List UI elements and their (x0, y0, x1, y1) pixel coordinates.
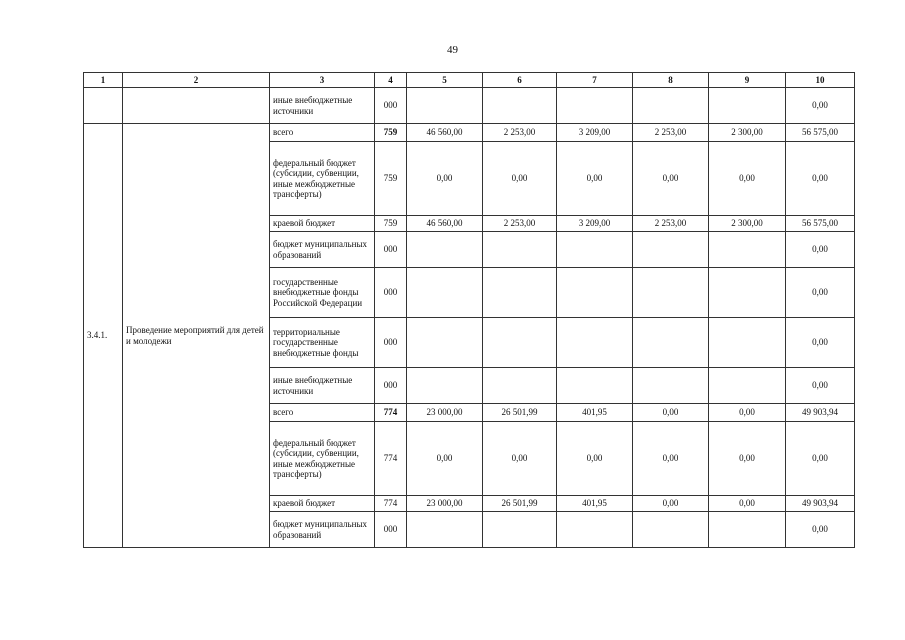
value-cell: 3 209,00 (557, 216, 633, 232)
value-cell: 0,00 (557, 142, 633, 216)
value-cell (557, 232, 633, 268)
value-cell: 0,00 (786, 368, 855, 404)
source-cell: бюджет муниципальных образований (270, 232, 375, 268)
value-cell (709, 318, 786, 368)
value-cell: 0,00 (786, 422, 855, 496)
value-cell (483, 368, 557, 404)
value-cell (557, 268, 633, 318)
value-cell (633, 368, 709, 404)
value-cell: 2 253,00 (633, 216, 709, 232)
header-cell: 6 (483, 73, 557, 88)
source-cell: федеральный бюджет (субсидии, субвенции, иные межбюджетные трансферты) (270, 142, 375, 216)
value-cell: 0,00 (786, 318, 855, 368)
budget-table (83, 72, 855, 548)
header-cell: 7 (557, 73, 633, 88)
value-cell: 0,00 (633, 422, 709, 496)
value-cell (483, 318, 557, 368)
value-cell (633, 512, 709, 548)
value-cell: 49 903,94 (786, 404, 855, 422)
value-cell (633, 88, 709, 124)
value-cell: 2 253,00 (483, 124, 557, 142)
value-cell: 0,00 (786, 512, 855, 548)
name-cell: Проведение мероприятий для детей и молодежи (123, 124, 270, 548)
source-cell: всего (270, 124, 375, 142)
value-cell (557, 512, 633, 548)
header-cell: 5 (407, 73, 483, 88)
code-cell: 000 (375, 88, 407, 124)
code-cell: 000 (375, 318, 407, 368)
table-row (84, 88, 855, 124)
value-cell (407, 368, 483, 404)
value-cell: 0,00 (709, 496, 786, 512)
header-cell: 2 (123, 73, 270, 88)
source-cell: иные внебюджетные источники (270, 88, 375, 124)
source-cell: краевой бюджет (270, 216, 375, 232)
value-cell: 46 560,00 (407, 216, 483, 232)
header-cell: 8 (633, 73, 709, 88)
value-cell (633, 318, 709, 368)
table-body (84, 88, 855, 548)
value-cell: 0,00 (633, 142, 709, 216)
value-cell: 23 000,00 (407, 496, 483, 512)
value-cell: 56 575,00 (786, 216, 855, 232)
code-cell: 759 (375, 124, 407, 142)
value-cell (407, 268, 483, 318)
value-cell: 0,00 (709, 404, 786, 422)
value-cell (557, 318, 633, 368)
value-cell: 0,00 (786, 88, 855, 124)
value-cell: 0,00 (709, 142, 786, 216)
source-cell: федеральный бюджет (субсидии, субвенции, иные межбюджетные трансферты) (270, 422, 375, 496)
code-cell: 759 (375, 216, 407, 232)
code-cell: 000 (375, 512, 407, 548)
value-cell: 46 560,00 (407, 124, 483, 142)
source-cell: иные внебюджетные источники (270, 368, 375, 404)
value-cell: 49 903,94 (786, 496, 855, 512)
header-cell: 10 (786, 73, 855, 88)
value-cell (709, 268, 786, 318)
value-cell: 0,00 (407, 422, 483, 496)
code-cell: 000 (375, 232, 407, 268)
value-cell: 0,00 (483, 142, 557, 216)
value-cell (483, 232, 557, 268)
value-cell (709, 88, 786, 124)
code-cell: 759 (375, 142, 407, 216)
value-cell: 3 209,00 (557, 124, 633, 142)
value-cell: 0,00 (786, 232, 855, 268)
value-cell: 0,00 (483, 422, 557, 496)
code-cell: 000 (375, 268, 407, 318)
value-cell: 401,95 (557, 404, 633, 422)
value-cell: 0,00 (709, 422, 786, 496)
value-cell: 401,95 (557, 496, 633, 512)
value-cell (709, 512, 786, 548)
header-cell: 4 (375, 73, 407, 88)
value-cell: 0,00 (786, 268, 855, 318)
source-cell: государственные внебюджетные фонды Российской Федерации (270, 268, 375, 318)
value-cell (483, 88, 557, 124)
code-cell: 774 (375, 496, 407, 512)
source-cell: территориальные государственные внебюджетные фонды (270, 318, 375, 368)
value-cell: 2 300,00 (709, 216, 786, 232)
value-cell: 0,00 (633, 496, 709, 512)
value-cell (407, 232, 483, 268)
value-cell (557, 88, 633, 124)
value-cell (407, 88, 483, 124)
value-cell: 0,00 (407, 142, 483, 216)
value-cell: 26 501,99 (483, 496, 557, 512)
value-cell (407, 512, 483, 548)
value-cell: 0,00 (557, 422, 633, 496)
index-cell: 3.4.1. (84, 124, 123, 548)
value-cell (633, 268, 709, 318)
value-cell (483, 512, 557, 548)
value-cell: 0,00 (633, 404, 709, 422)
value-cell: 56 575,00 (786, 124, 855, 142)
value-cell: 23 000,00 (407, 404, 483, 422)
value-cell (709, 232, 786, 268)
value-cell (709, 368, 786, 404)
source-cell: всего (270, 404, 375, 422)
header-cell: 1 (84, 73, 123, 88)
value-cell (633, 232, 709, 268)
header-cell: 9 (709, 73, 786, 88)
name-cell (123, 88, 270, 124)
table-header (84, 73, 855, 88)
value-cell: 0,00 (786, 142, 855, 216)
value-cell: 26 501,99 (483, 404, 557, 422)
index-cell (84, 88, 123, 124)
page-number: 49 (447, 44, 458, 56)
header-cell: 3 (270, 73, 375, 88)
value-cell (557, 368, 633, 404)
code-cell: 774 (375, 422, 407, 496)
value-cell (483, 268, 557, 318)
value-cell: 2 253,00 (483, 216, 557, 232)
value-cell: 2 300,00 (709, 124, 786, 142)
code-cell: 000 (375, 368, 407, 404)
header-row (84, 73, 855, 88)
code-cell: 774 (375, 404, 407, 422)
value-cell: 2 253,00 (633, 124, 709, 142)
table-row (84, 124, 855, 142)
source-cell: бюджет муниципальных образований (270, 512, 375, 548)
source-cell: краевой бюджет (270, 496, 375, 512)
value-cell (407, 318, 483, 368)
